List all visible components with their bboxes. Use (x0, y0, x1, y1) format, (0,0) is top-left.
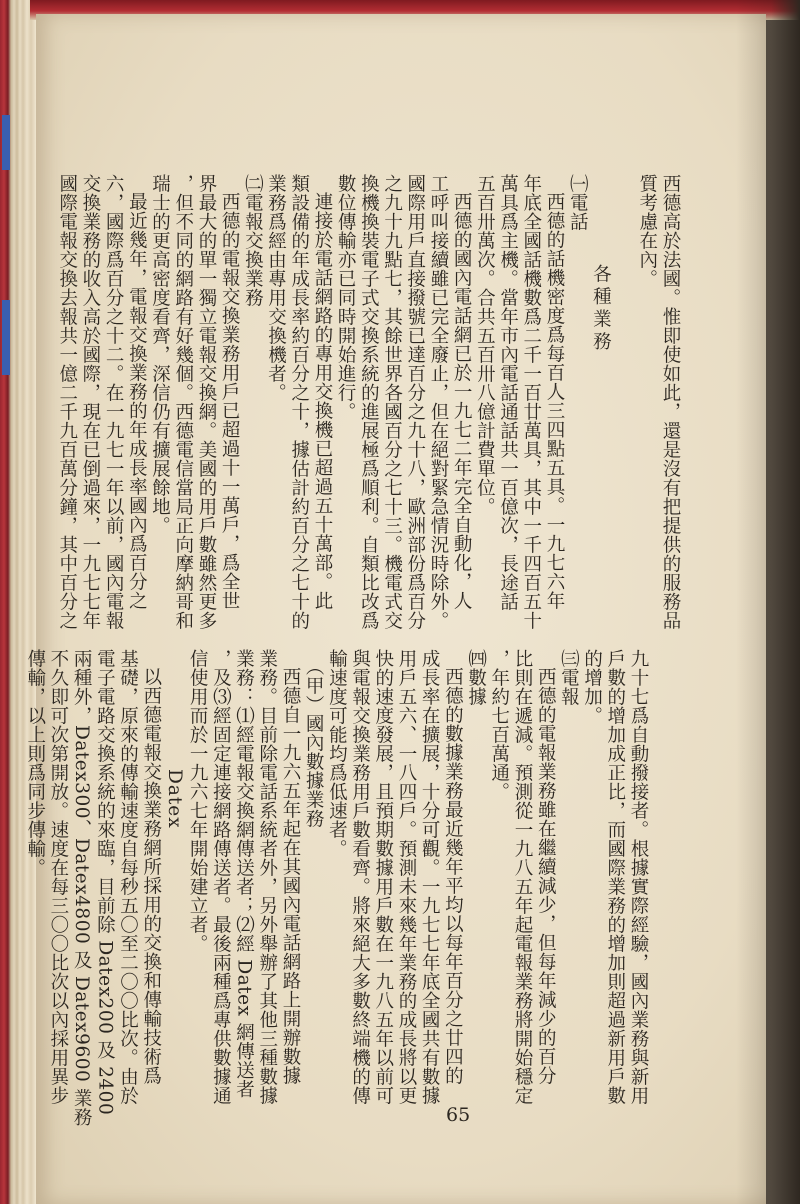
text-line: ，年約七百萬通。 (488, 649, 510, 801)
text-line: 傳輸，以上則爲同步傳輸。 (24, 649, 46, 877)
text-line: 西德的電報業務雖在繼續減少，但每年減少的百分 (535, 667, 557, 1085)
text-line: ，但不同的網路有好幾個。西德電信當局正向摩納哥和 (172, 174, 194, 630)
text-line: 瑞士的更高密度看齊，深信仍有擴展餘地。 (149, 174, 171, 535)
text-line: 西德的數據業務最近幾年平均以每年百分之廿四的 (442, 667, 464, 1085)
text-line: 比則在遞減。預測從一九八五年起電報業務將開始穩定 (511, 649, 533, 1105)
text-line: 業務。目前除電話系統者外，另外舉辦了其他三種數據 (256, 649, 278, 1105)
text-line: 交換業務的收入高於國際，現在已倒過來，一九七七年 (79, 174, 101, 630)
text-line: 質考慮在內。 (636, 174, 658, 288)
datex-heading: Datex (163, 769, 185, 829)
text-line: 輸速度可能均爲低速者。 (326, 649, 348, 858)
text-line: 年底全國話機數爲二千一百廿萬具，其中一千四百五十 (520, 174, 542, 630)
text-line: 連接於電話網路的專用交換機已超過五十萬部。此 (311, 192, 333, 610)
text-line: 西德高於法國。惟即使如此，還是沒有把提供的服務品 (660, 174, 681, 630)
text-line: 以西德電報交換業務網所採用的交換和傳輸技術爲 (140, 667, 162, 1085)
text-line: 用戶五六、一八四戶。預測未來幾年業務的成長將以更 (395, 649, 417, 1105)
subsection-heading: ㈡電報交換業務 (242, 174, 264, 307)
text-line: 最近幾年，電報交換業務的年成長率國內爲百分之 (126, 192, 148, 610)
text-line: 業務爲經由專用交換機者。 (265, 174, 287, 402)
subsection-heading: ㈣數據 (465, 649, 487, 706)
binding-stripe (2, 300, 10, 375)
text-line: 之九十九點七，其餘世界各國百分之七十三。機電式交 (381, 174, 403, 630)
text-line: 戶數的增加成正比，而國際業務的增加則超過新用戶數 (604, 649, 626, 1105)
blank-line (612, 174, 635, 634)
text-line: 國際電報交換去報共一億二千九百萬分鐘，其中百分之 (56, 174, 78, 630)
text-line: 西德的電報交換業務用戶已超過十一萬戶，爲全世 (219, 192, 241, 610)
text-line: 業務：⑴經電報交換網傳送者；⑵經 Datex 網傳送者 (233, 649, 255, 1099)
text-line: 西德的話機密度爲每百人三四點五具。一九七六年 (543, 192, 565, 610)
subsection-heading: （甲）國內數據業務 (303, 657, 325, 828)
page-number: 65 (446, 1104, 471, 1126)
section-heading: 各種業務 (590, 264, 612, 354)
text-line: 與電報交換業務用戶數看齊。將來絕大多數終端機的傳 (349, 649, 371, 1105)
text-line: 的增加。 (581, 649, 603, 725)
subsection-heading: ㈠電話 (567, 174, 589, 231)
text-line: 基礎，原來的傳輸速度自每秒五〇至二〇〇比次。由於 (117, 649, 139, 1105)
binding-stripe (2, 115, 10, 170)
text-line: 不久即可次第開放。速度在每三〇〇比次以內採用異步 (47, 649, 69, 1105)
upper-text-block (56, 174, 682, 634)
subsection-heading: ㈢電報 (558, 649, 580, 706)
text-line: 快的速度發展，且預期數據用戶數在一九八五年以前可 (372, 649, 394, 1105)
text-line: 兩種外，Datex300、Datex4800 及 Datex9600 業務 (71, 649, 93, 1127)
text-line: 電子電路交換系統的來臨，目前除 Datex200 及 2400 (94, 649, 116, 1116)
page-shadow (736, 0, 800, 1204)
text-line: 西德自一九六五年起在其國內電話網路上開辦數據 (279, 667, 301, 1085)
text-line: 類設備的年成長率約百分之十，據估計約百分之七十的 (288, 174, 310, 630)
text-line: 五百卅萬次。合共五百卅八億計費單位。 (474, 174, 496, 516)
text-line: 國際用戶直接撥號已達百分之九十八，歐洲部份爲百分 (404, 174, 426, 630)
text-line: 數位傳輸亦已同時開始進行。 (335, 174, 357, 421)
text-line: 信使用而於一九六七年開始建立者。 (187, 649, 209, 953)
text-line: 成長率在擴展，十分可觀。一九七七年底全國共有數據 (419, 649, 441, 1105)
text-line: 六，國際爲百分之十二。在一九七一年以前，國內電報 (103, 174, 125, 630)
text-line: 界最大的單一獨立電報交換網。美國的用戶數雖然更多 (195, 174, 217, 630)
text-line: 九十七爲自動撥接者。根據實際經驗，國內業務與新用 (628, 649, 649, 1105)
book-page (24, 14, 766, 1204)
text-line: 換機換裝電子式交換系統的進展極爲順利。自類比改爲 (358, 174, 380, 630)
text-line: 工呼叫接續雖已完全廢止，但在絕對緊急情況時除外。 (427, 174, 449, 630)
text-line: 西德的國內電話網已於一九七二年完全自動化，人 (451, 192, 473, 610)
text-line: ，及⑶經固定連接網路傳送者。最後兩種爲專供數據通 (210, 649, 232, 1105)
text-line: 萬具爲主機。當年市內電話通話共一百億次，長途話 (497, 174, 519, 611)
